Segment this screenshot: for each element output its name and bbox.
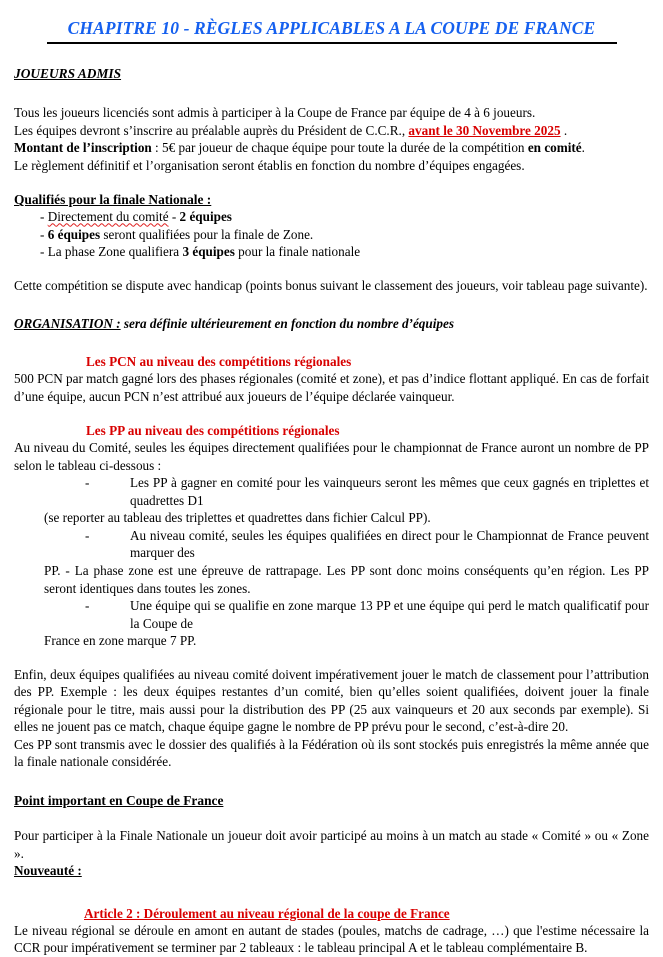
- organisation-text: sera définie ultérieurement en fonction du nombre d’équipes: [120, 315, 454, 331]
- spacer: [14, 332, 649, 354]
- heading-joueurs-admis: JOUEURS ADMIS: [14, 66, 122, 82]
- list-item-emphasis: 2 équipes: [179, 209, 232, 225]
- bullet-marker: -: [85, 475, 90, 491]
- label-en-comite: en comité: [527, 140, 582, 156]
- list-dash: -: [40, 209, 48, 225]
- paragraph-joueurs-2-tail: .: [560, 122, 568, 138]
- paragraph-article-2-body: Le niveau régional se déroule en amont en autant de stades (poules, matchs de cadrage, …) que l'estime nécessaire la CCR pour impérativement se terminer par 2 tableaux : le tableau principal A et le tableau complémentaire B.: [14, 922, 649, 956]
- bullet-text: Les PP à gagner en comité pour les vainqueurs seront les mêmes que ceux gagnés en triplettes et quadrettes D1: [130, 475, 649, 508]
- title-underline-rule: [47, 42, 617, 44]
- document-title-block: [14, 18, 649, 44]
- heading-article-2: Article 2 : Déroulement au niveau régional de la coupe de France: [84, 905, 450, 921]
- bullet-continuation: PP. - La phase zone est une épreuve de rattrapage. Les PP sont donc moins conséquents qu’en région. Les PP seront identiques dans toutes les zones.: [44, 562, 649, 596]
- spacer: [14, 295, 649, 315]
- deadline-date-highlight: avant le 30 Novembre 2025: [408, 122, 561, 138]
- spacer: [14, 880, 649, 906]
- bullet-item: [85, 474, 649, 509]
- list-item: [40, 243, 649, 261]
- label-organisation: ORGANISATION :: [14, 315, 121, 331]
- bullet-text: Une équipe qui se qualifie en zone marque 13 PP et une équipe qui perd le match qualificatif pour la Coupe de: [130, 598, 649, 631]
- spacer: [14, 771, 649, 793]
- paragraph-point-important-body: Pour participer à la Finale Nationale un joueur doit avoir participé au moins à un match au stade « Comité » ou « Zone ».: [14, 827, 649, 861]
- inscription-fee-text: : 5€ par joueur de chaque équipe pour toute la durée de la compétition: [151, 140, 528, 156]
- paragraph-pp-closing-1: Enfin, deux équipes qualifiées au niveau comité doivent impérativement jouer le match de classement pour l’attribution des PP. Exemple : les deux équipes restantes d’un comité, bien qu’elles soient qualifiées, doivent jouer la finale régionale pour le titre, mais aussi pour la distribution des PP (25 aux vainqueurs et 20 aux seconds par exemple). Si elles ne jouent pas ce match, chaque équipe gagne le nombre de PP prévu pour le second, c’est-à-dire 20.: [14, 666, 649, 735]
- bullet-item: [85, 527, 649, 562]
- spacer: [14, 174, 649, 192]
- bullet-continuation: France en zone marque 7 PP.: [44, 633, 197, 649]
- nouveaute-text: Nouveauté :: [14, 863, 82, 879]
- paragraph-organisation: [14, 315, 649, 333]
- heading-point-important: Point important en Coupe de France: [14, 792, 224, 808]
- heading-pp-regionales: Les PP au niveau des compétitions régionales: [86, 423, 340, 439]
- bullet-marker: -: [85, 527, 90, 543]
- heading-pcn-regionales: Les PCN au niveau des compétitions régionales: [86, 354, 352, 370]
- paragraph-reglement-definitif: Le règlement définitif et l’organisation seront établis en fonction du nombre d’équipes engagées.: [14, 157, 525, 173]
- list-item-emphasis: 6 équipes: [47, 226, 101, 242]
- bullet-text: Au niveau comité, seules les équipes qualifiées en direct pour le Championnat de France peuvent marquer des: [130, 527, 649, 561]
- list-item-text: seront qualifiées pour la finale de Zone.: [100, 226, 314, 242]
- qualifies-list: [40, 208, 649, 261]
- list-item-sep: -: [168, 209, 180, 225]
- spacer: [14, 82, 649, 104]
- spacer: [14, 261, 649, 277]
- paragraph-pcn-body: 500 PCN par match gagné lors des phases régionales (comité et zone), et pas d’indice flottant appliqué. En cas de forfait d’une équipe, aucun PCN n’est attribué aux joueurs de l’équipe déclarée vainqueur.: [14, 371, 649, 404]
- list-dash: -: [40, 226, 48, 242]
- list-item: [40, 208, 649, 226]
- list-item-text: pour la finale nationale: [234, 244, 361, 260]
- list-item-text-spellchecked: Directement du comité: [47, 209, 169, 225]
- spacer: [14, 650, 649, 666]
- list-item-lead: La phase Zone qualifiera: [47, 244, 183, 260]
- paragraph-pp-closing-2: Ces PP sont transmis avec le dossier des qualifiés à la Fédération où ils sont stockés puis enregistrés la même année que la finale nationale considérée.: [14, 736, 649, 770]
- spacer: [14, 809, 649, 827]
- list-dash: -: [40, 244, 48, 260]
- list-item: [40, 226, 649, 244]
- list-item-emphasis: 3 équipes: [182, 244, 235, 260]
- inscription-fee-end: .: [581, 140, 585, 156]
- paragraph-inscription-fee: [14, 139, 649, 157]
- label-montant-inscription: Montant de l’inscription: [14, 140, 152, 156]
- paragraph-joueurs-2: [14, 122, 649, 140]
- heading-qualifies-finale-nationale: Qualifiés pour la finale Nationale :: [14, 192, 212, 208]
- spacer: [14, 405, 649, 423]
- paragraph-handicap: Cette compétition se dispute avec handicap (points bonus suivant le classement des joueurs, voir tableau page suivante).: [14, 277, 648, 293]
- page-title: CHAPITRE 10 - RÈGLES APPLICABLES A LA COUPE DE FRANCE: [67, 18, 596, 38]
- label-nouveaute: [14, 862, 649, 880]
- paragraph-pp-intro: Au niveau du Comité, seules les équipes directement qualifiées pour le championnat de France auront un nombre de PP selon le tableau ci-dessous :: [14, 440, 649, 473]
- bullet-marker: -: [85, 598, 90, 614]
- paragraph-joueurs-2-lead: Les équipes devront s’inscrire au préalable auprès du Président de C.C.R.,: [14, 122, 409, 138]
- paragraph-joueurs-1: Tous les joueurs licenciés sont admis à participer à la Coupe de France par équipe de 4 à 6 joueurs.: [14, 105, 536, 121]
- bullet-continuation: (se reporter au tableau des triplettes et quadrettes dans fichier Calcul PP).: [44, 510, 431, 526]
- bullet-item: [85, 597, 649, 632]
